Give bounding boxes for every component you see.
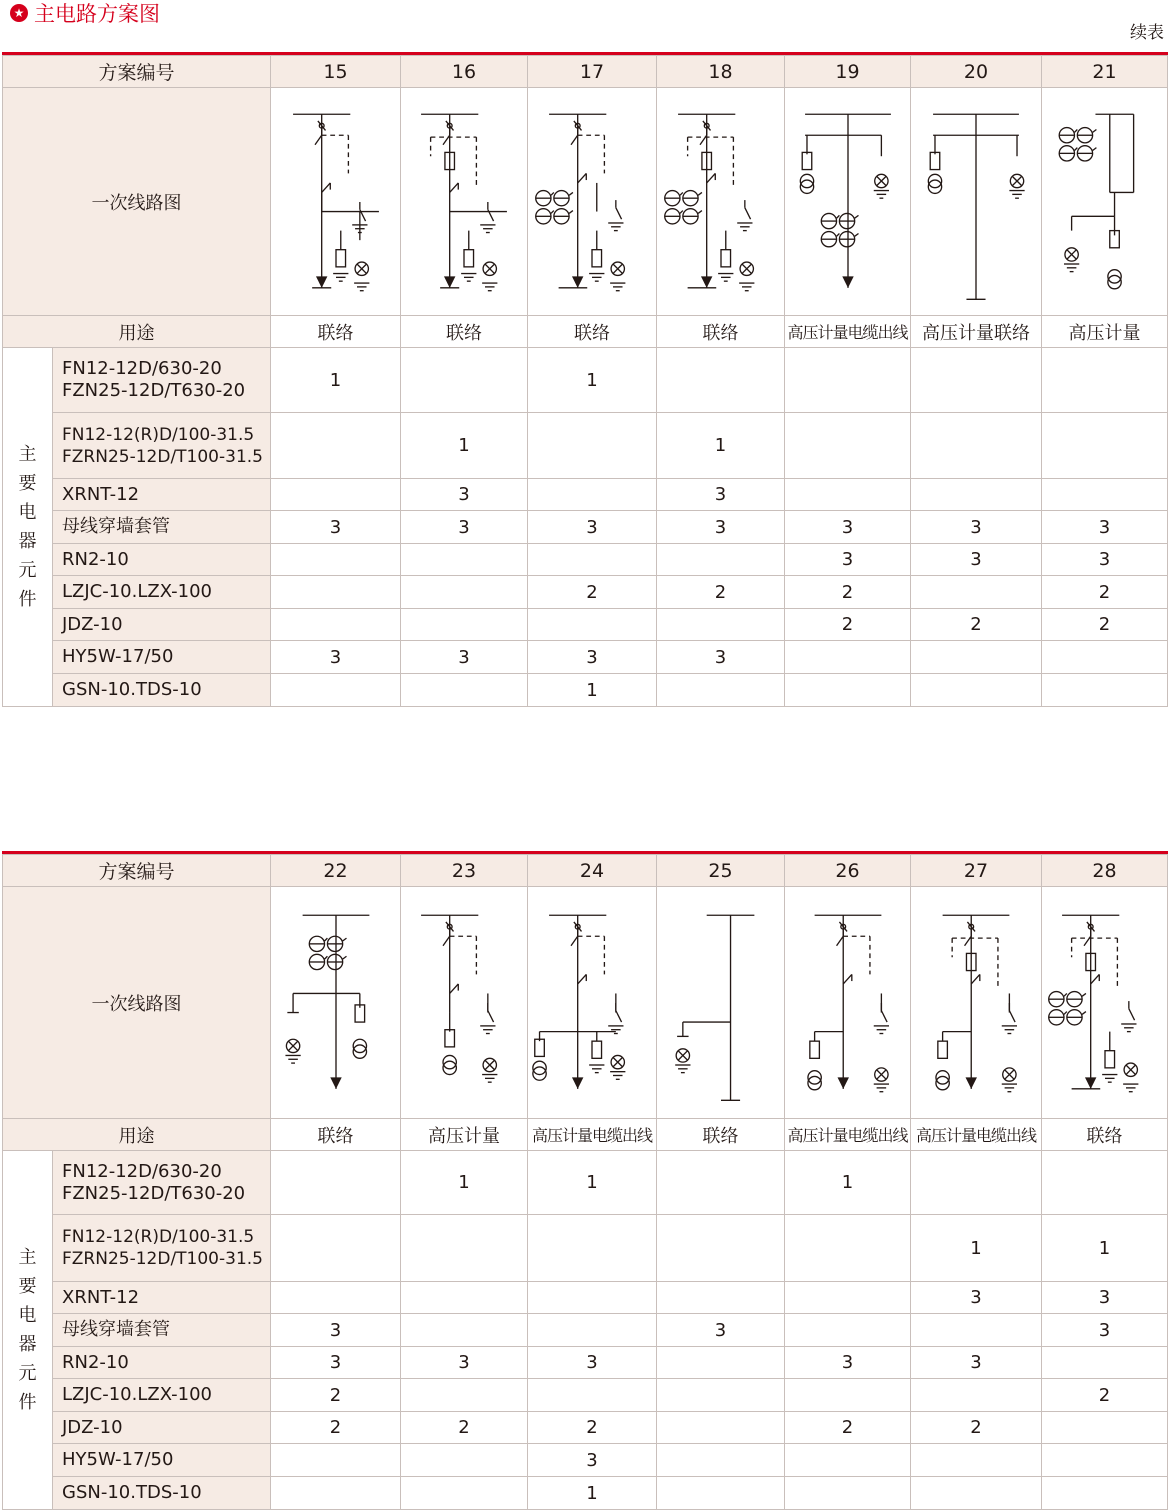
quantity-cell [271,1215,401,1282]
quantity-cell: 2 [911,1412,1042,1444]
scheme-number: 17 [528,56,657,88]
quantity-cell: 3 [657,479,785,511]
diagram-cell [528,88,657,316]
quantity-cell [271,413,401,479]
quantity-cell: 3 [785,1347,911,1379]
quantity-cell [657,1282,785,1314]
component-model: FN12-12(R)D/100-31.5 [62,1227,255,1247]
components-label-char: 器 [18,531,37,552]
quantity-cell: 2 [657,576,785,609]
quantity-cell [657,1412,785,1444]
continued-label: 续表 [1130,23,1164,43]
components-label-char: 元 [18,560,37,581]
scheme-number: 25 [657,855,785,887]
usage-cell: 高压计量联络 [911,316,1042,348]
diagram-cell [657,887,785,1119]
component-name [53,413,271,479]
component-name [53,348,271,413]
component-row [3,1314,1168,1347]
component-model-alt: FZN25-12D/T630-20 [62,380,246,401]
quantity-cell [785,1379,911,1412]
scheme-table-1 [2,55,1168,707]
diagram-row [3,887,1168,1119]
component-name [53,674,271,707]
switch-pt-circuit-icon [402,895,526,1111]
fused-switch-circuit-icon [402,94,526,310]
component-model: GSN-10.TDS-10 [62,679,202,700]
component-name [53,1282,271,1314]
quantity-cell [1042,1151,1168,1215]
scheme-number: 19 [785,56,911,88]
component-model: 母线穿墙套管 [62,1319,170,1340]
usage-cell: 高压计量电缆出线 [528,1119,657,1151]
quantity-cell [528,609,657,641]
fused-metered-switch-circuit-icon [1043,895,1167,1111]
component-model: HY5W-17/50 [62,1449,174,1470]
quantity-cell [911,1151,1042,1215]
star-icon: ★ [10,4,28,22]
component-name [53,479,271,511]
component-name [53,1379,271,1412]
diagram-cell [911,88,1042,316]
quantity-cell [657,1444,785,1477]
quantity-cell [271,1151,401,1215]
quantity-cell: 2 [785,1412,911,1444]
component-row [3,576,1168,609]
quantity-cell: 2 [1042,576,1168,609]
quantity-cell: 3 [528,641,657,674]
component-row [3,479,1168,511]
quantity-cell [401,1379,528,1412]
quantity-cell [271,576,401,609]
quantity-cell [1042,479,1168,511]
quantity-cell [911,641,1042,674]
quantity-cell: 1 [785,1151,911,1215]
quantity-cell [911,479,1042,511]
diagram-label: 一次线路图 [3,887,271,1119]
components-label-char: 器 [18,1334,37,1355]
quantity-cell: 1 [528,1477,657,1510]
components-label-char: 主 [18,1247,37,1268]
component-model: 母线穿墙套管 [62,516,170,537]
fused-metered-switch-circuit-icon [659,94,783,310]
quantity-cell [657,1379,785,1412]
usage-cell: 联络 [401,316,528,348]
scheme-number: 15 [271,56,401,88]
scheme-number-row [3,855,1168,887]
quantity-cell [401,609,528,641]
diagram-label: 一次线路图 [3,88,271,316]
quantity-cell: 3 [401,641,528,674]
component-model: LZJC-10.LZX-100 [62,1384,213,1405]
components-label-char: 要 [18,473,37,494]
quantity-cell [401,544,528,576]
component-model: LZJC-10.LZX-100 [62,581,213,602]
component-model-alt: FZRN25-12D/T100-31.5 [62,446,263,467]
quantity-cell: 1 [1042,1215,1168,1282]
metered-switch-circuit-icon [530,94,654,310]
quantity-cell [911,1444,1042,1477]
diagram-cell [785,887,911,1119]
component-name [53,1444,271,1477]
quantity-cell [401,576,528,609]
component-model: FN12-12D/630-20 [62,1160,222,1182]
quantity-cell [271,674,401,707]
diagram-cell [657,88,785,316]
quantity-cell [911,674,1042,707]
quantity-cell [1042,1444,1168,1477]
quantity-cell [911,1477,1042,1510]
diagram-cell [271,887,401,1119]
scheme-number: 24 [528,855,657,887]
quantity-cell [911,1379,1042,1412]
components-label [3,348,53,707]
component-model: RN2-10 [62,548,129,570]
quantity-cell: 2 [271,1379,401,1412]
quantity-cell: 2 [1042,609,1168,641]
quantity-cell [657,674,785,707]
quantity-cell [528,1379,657,1412]
quantity-cell: 3 [401,1347,528,1379]
component-name [53,641,271,674]
quantity-cell: 3 [271,1347,401,1379]
component-row [3,413,1168,479]
component-row [3,1379,1168,1412]
diagram-cell [401,88,528,316]
quantity-cell [785,641,911,674]
quantity-cell: 3 [1042,1282,1168,1314]
metering-ct-circuit-icon [274,895,398,1111]
component-model: XRNT-12 [62,483,140,505]
components-label-char: 件 [18,1392,37,1413]
quantity-cell [528,1215,657,1282]
scheme-number: 26 [785,855,911,887]
quantity-cell: 3 [528,511,657,544]
components-label-char: 元 [18,1363,37,1384]
component-model-alt: FZN25-12D/T630-20 [62,1182,246,1204]
usage-cell: 联络 [657,316,785,348]
switch-circuit-icon [274,94,398,310]
quantity-cell: 2 [528,1412,657,1444]
usage-cell: 联络 [271,316,401,348]
usage-cell: 高压计量电缆出线 [785,1119,911,1151]
fused-switch-metering-cable-circuit-icon [914,895,1038,1111]
quantity-cell [785,1282,911,1314]
diagram-cell [911,887,1042,1119]
components-label-char: 件 [18,589,37,610]
component-row [3,348,1168,413]
quantity-cell [1042,674,1168,707]
component-name [53,511,271,544]
component-name [53,1412,271,1444]
component-model: JDZ-10 [62,613,123,635]
quantity-cell [785,413,911,479]
quantity-cell [657,609,785,641]
component-name [53,1215,271,1282]
quantity-cell [528,479,657,511]
quantity-cell [1042,1412,1168,1444]
page-title [10,0,160,26]
usage-row [3,1119,1168,1151]
diagram-cell [1042,887,1168,1119]
quantity-cell: 3 [785,511,911,544]
quantity-cell: 1 [401,1151,528,1215]
quantity-cell [401,674,528,707]
component-name [53,609,271,641]
quantity-cell [785,1444,911,1477]
component-row [3,1215,1168,1282]
scheme-number: 21 [1042,56,1168,88]
quantity-cell [657,1151,785,1215]
components-label-char: 电 [18,1305,37,1326]
quantity-cell [401,1477,528,1510]
usage-cell: 高压计量电缆出线 [785,316,911,348]
diagram-cell [401,887,528,1119]
quantity-cell [401,1314,528,1347]
component-model: XRNT-12 [62,1286,140,1308]
component-model-alt: FZRN25-12D/T100-31.5 [62,1249,263,1269]
quantity-cell [271,479,401,511]
quantity-cell [657,544,785,576]
scheme-number: 20 [911,56,1042,88]
usage-row [3,316,1168,348]
quantity-cell [1042,413,1168,479]
components-label-char: 要 [18,1276,37,1297]
quantity-cell: 1 [271,348,401,413]
quantity-cell [401,1444,528,1477]
quantity-cell: 1 [528,674,657,707]
quantity-cell [271,1477,401,1510]
quantity-cell: 3 [401,479,528,511]
component-name [53,1477,271,1510]
quantity-cell: 3 [1042,511,1168,544]
diagram-row [3,88,1168,316]
diagram-cell [785,88,911,316]
components-label-char: 主 [18,444,37,465]
scheme-table-2 [2,854,1168,1510]
component-model: JDZ-10 [62,1416,123,1438]
quantity-cell: 1 [528,348,657,413]
quantity-cell [271,1282,401,1314]
quantity-cell: 3 [401,511,528,544]
component-row [3,511,1168,544]
metering-circuit-icon [1043,94,1167,310]
components-label-char: 电 [18,502,37,523]
component-row [3,674,1168,707]
quantity-cell: 3 [911,511,1042,544]
component-name [53,576,271,609]
scheme-number: 28 [1042,855,1168,887]
switch-metering-circuit-icon [530,895,654,1111]
quantity-cell: 2 [785,576,911,609]
quantity-cell: 3 [657,511,785,544]
quantity-cell: 3 [911,1282,1042,1314]
quantity-cell [528,1314,657,1347]
component-row [3,1282,1168,1314]
busbar-tie-circuit-icon [659,895,783,1111]
quantity-cell: 3 [271,641,401,674]
quantity-cell: 2 [1042,1379,1168,1412]
component-model: HY5W-17/50 [62,646,174,667]
quantity-cell: 3 [271,511,401,544]
quantity-cell [1042,348,1168,413]
quantity-cell [528,544,657,576]
quantity-cell: 3 [271,1314,401,1347]
usage-cell: 高压计量 [1042,316,1168,348]
scheme-number-row [3,56,1168,88]
quantity-cell: 3 [657,1314,785,1347]
usage-cell: 联络 [657,1119,785,1151]
scheme-no-label: 方案编号 [3,56,271,88]
scheme-number: 22 [271,855,401,887]
quantity-cell [1042,641,1168,674]
diagram-cell [528,887,657,1119]
component-row [3,1412,1168,1444]
quantity-cell [401,348,528,413]
scheme-number: 23 [401,855,528,887]
quantity-cell: 3 [657,641,785,674]
component-row [3,1444,1168,1477]
quantity-cell [1042,1347,1168,1379]
quantity-cell [657,1477,785,1510]
quantity-cell: 3 [1042,1314,1168,1347]
quantity-cell [401,1282,528,1314]
quantity-cell [1042,1477,1168,1510]
quantity-cell [528,1282,657,1314]
quantity-cell [271,544,401,576]
quantity-cell [911,1314,1042,1347]
component-row [3,1347,1168,1379]
component-model: FN12-12D/630-20 [62,358,222,379]
usage-cell: 高压计量电缆出线 [911,1119,1042,1151]
component-model: GSN-10.TDS-10 [62,1482,202,1503]
components-label [3,1151,53,1510]
page-title-text: 主电路方案图 [34,2,160,26]
component-row [3,544,1168,576]
quantity-cell [785,1314,911,1347]
quantity-cell: 1 [911,1215,1042,1282]
component-model: FN12-12(R)D/100-31.5 [62,424,255,445]
usage-cell: 联络 [1042,1119,1168,1151]
component-name [53,1347,271,1379]
diagram-cell [1042,88,1168,316]
quantity-cell: 1 [657,413,785,479]
quantity-cell [911,348,1042,413]
quantity-cell [785,674,911,707]
usage-label: 用途 [3,316,271,348]
quantity-cell [657,348,785,413]
quantity-cell [911,413,1042,479]
quantity-cell [401,1215,528,1282]
usage-cell: 联络 [271,1119,401,1151]
quantity-cell: 2 [911,609,1042,641]
quantity-cell [657,1347,785,1379]
component-name [53,1314,271,1347]
component-row [3,641,1168,674]
quantity-cell: 3 [528,1444,657,1477]
quantity-cell: 1 [401,413,528,479]
quantity-cell [785,479,911,511]
quantity-cell [785,1477,911,1510]
diagram-cell [271,88,401,316]
quantity-cell: 2 [785,609,911,641]
quantity-cell: 1 [528,1151,657,1215]
quantity-cell [271,1444,401,1477]
quantity-cell: 3 [528,1347,657,1379]
quantity-cell [657,1215,785,1282]
component-model: RN2-10 [62,1351,129,1373]
quantity-cell [528,413,657,479]
metering-cable-outgoing-circuit-icon [786,94,910,310]
component-name [53,1151,271,1215]
scheme-number: 18 [657,56,785,88]
quantity-cell: 3 [785,544,911,576]
component-row [3,609,1168,641]
quantity-cell: 3 [1042,544,1168,576]
quantity-cell [911,576,1042,609]
quantity-cell: 2 [401,1412,528,1444]
quantity-cell: 3 [911,1347,1042,1379]
quantity-cell [785,348,911,413]
component-name [53,544,271,576]
metering-tie-circuit-icon [914,94,1038,310]
scheme-number: 16 [401,56,528,88]
switch-metering-cable-circuit-icon [786,895,910,1111]
usage-label: 用途 [3,1119,271,1151]
quantity-cell: 2 [528,576,657,609]
quantity-cell: 3 [911,544,1042,576]
component-row [3,1151,1168,1215]
usage-cell: 高压计量 [401,1119,528,1151]
quantity-cell [271,609,401,641]
usage-cell: 联络 [528,316,657,348]
quantity-cell: 2 [271,1412,401,1444]
scheme-no-label: 方案编号 [3,855,271,887]
component-row [3,1477,1168,1510]
quantity-cell [785,1215,911,1282]
scheme-number: 27 [911,855,1042,887]
